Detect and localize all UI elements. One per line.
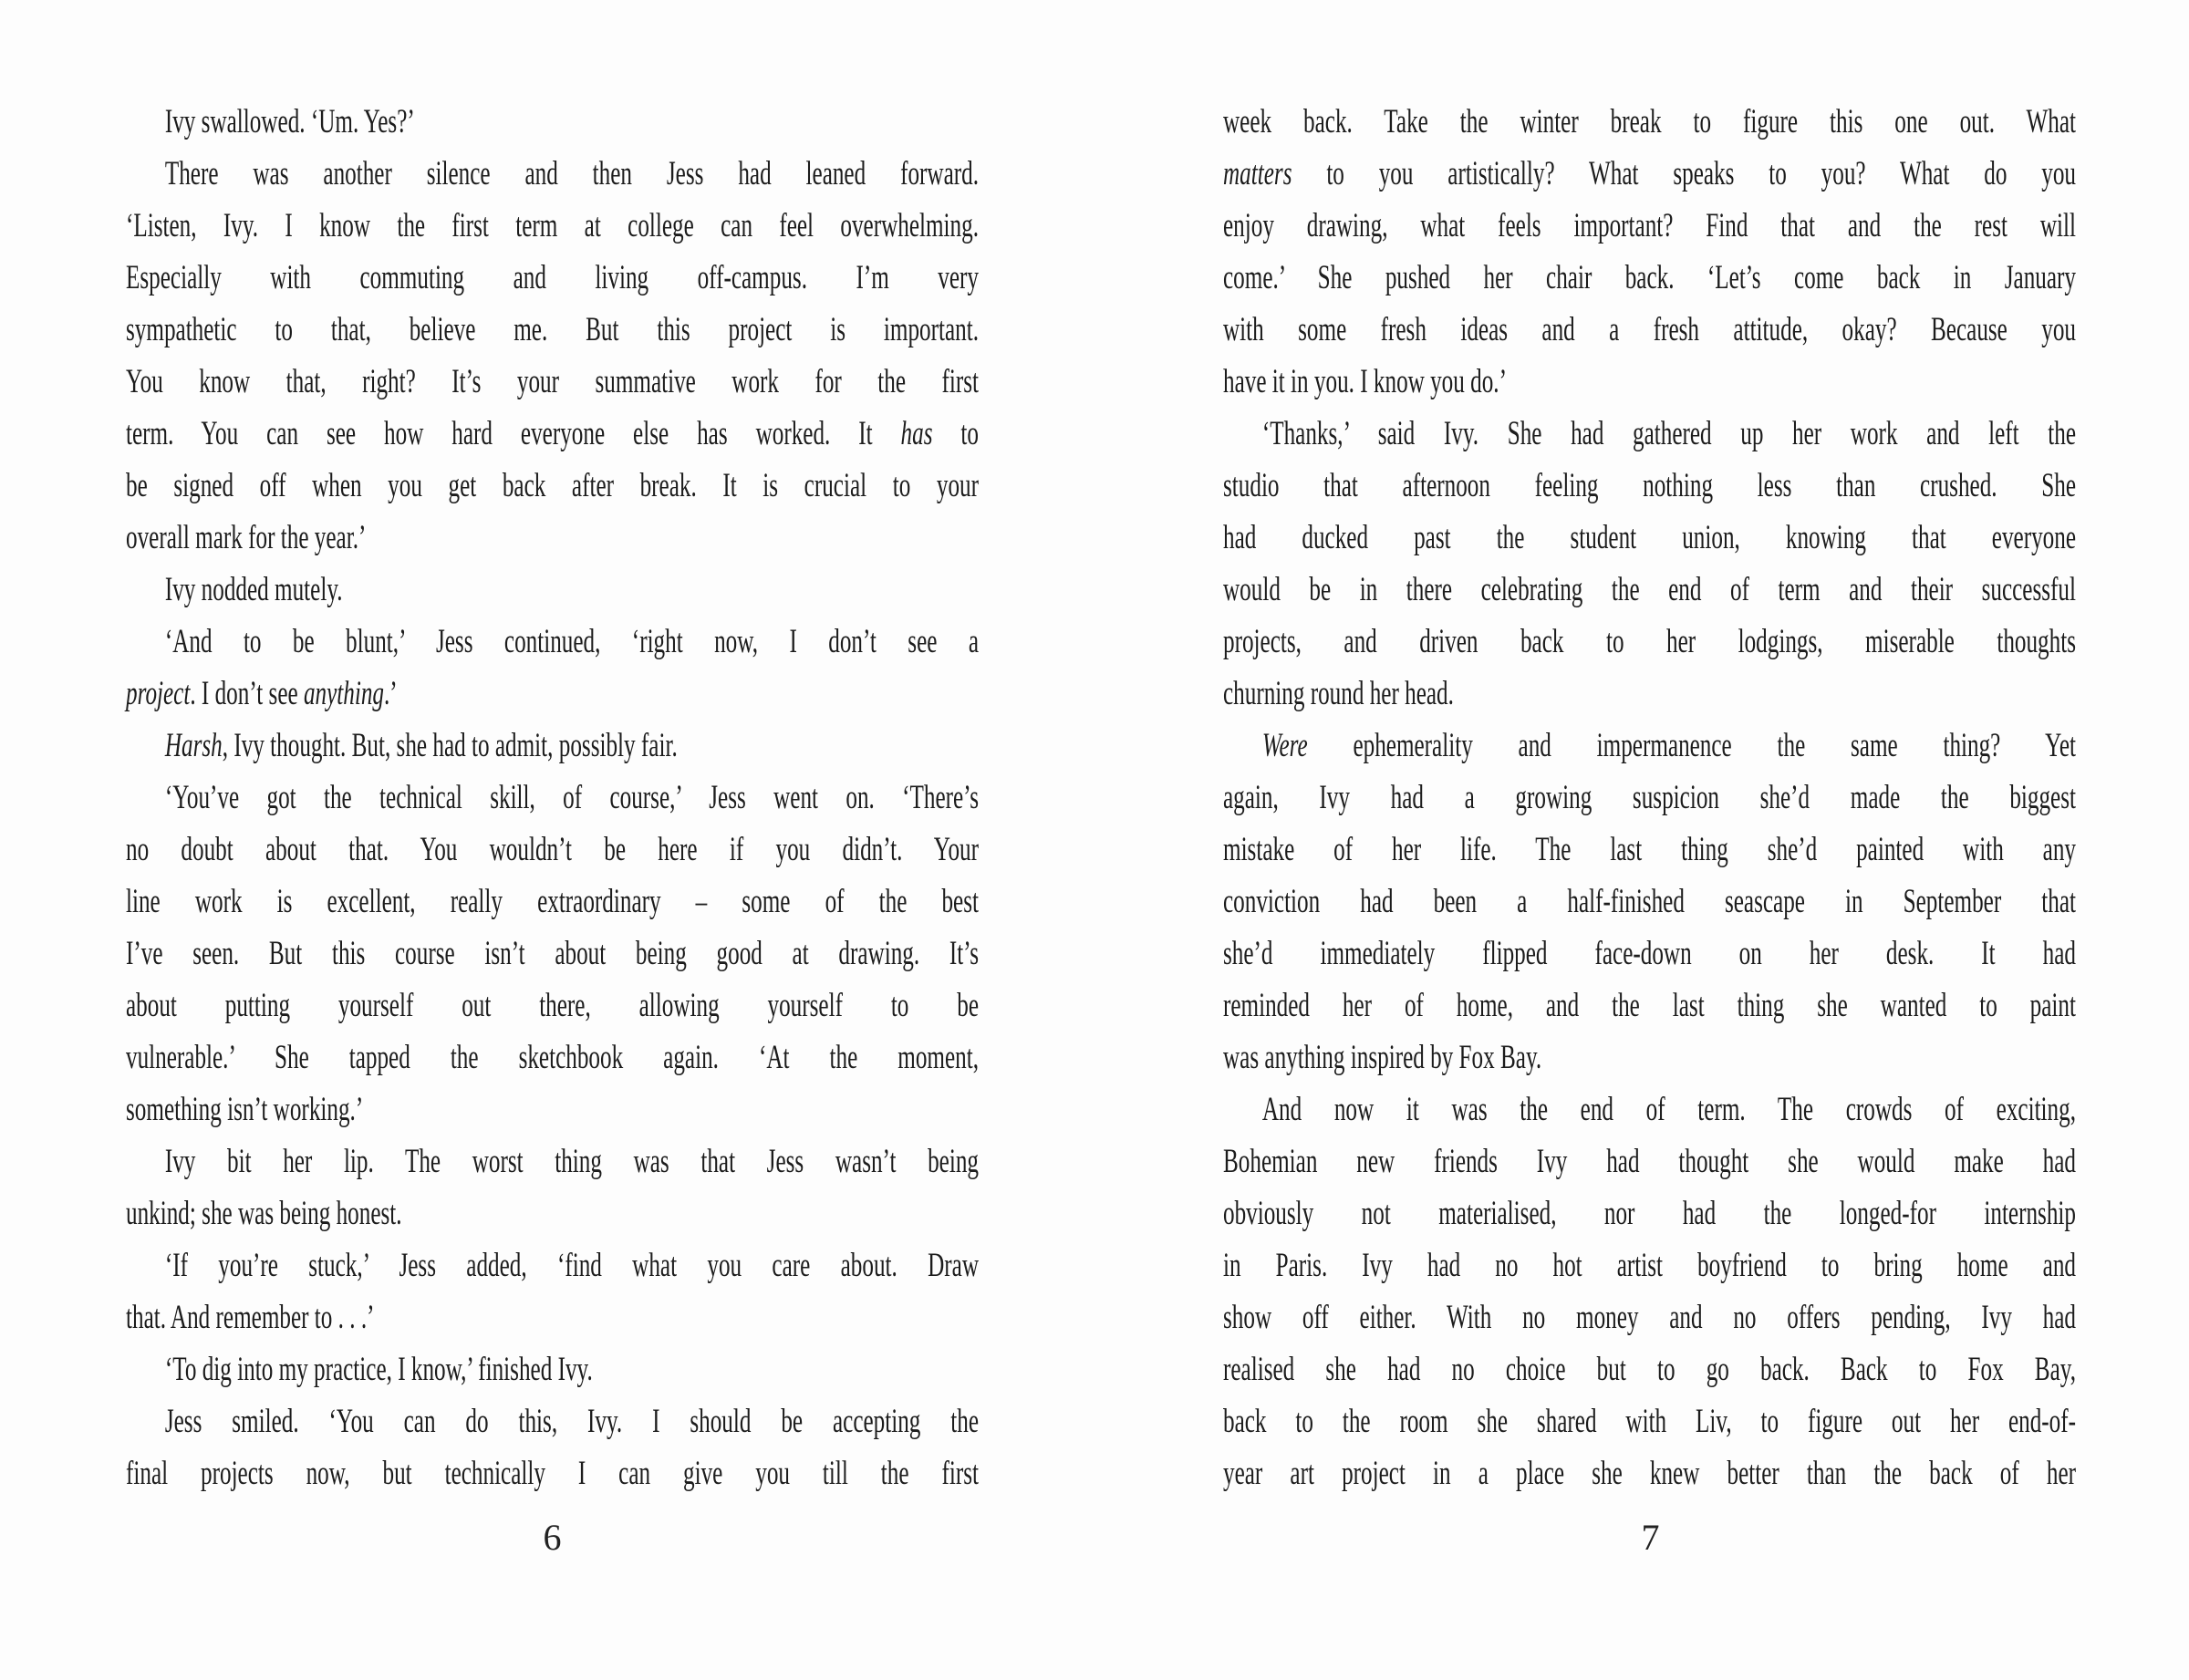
text-run: had ducked past the student union, knowing that everyone <box>1223 519 2076 556</box>
text-line <box>1223 1084 2076 1136</box>
text-line <box>126 824 979 876</box>
text-line <box>126 876 979 928</box>
text-run: ephemerality and impermanence the same thing? Yet <box>1307 727 2076 764</box>
text-run: final projects now, but technically I can give you till the first <box>126 1455 979 1492</box>
text-line <box>126 1447 979 1499</box>
text-line <box>126 668 979 720</box>
text-run: I’ve seen. But this course isn’t about being good at drawing. It’s <box>126 935 979 972</box>
text-run: term. You can see how hard everyone else has worked. It <box>126 415 901 452</box>
text-run: ‘You’ve got the technical skill, of course,’ Jess went on. ‘There’s <box>164 779 980 816</box>
text-run: in Paris. Ivy had no hot artist boyfriend to bring home and <box>1223 1247 2076 1284</box>
text-line <box>126 148 979 200</box>
text-line <box>126 928 979 980</box>
text-run: again, Ivy had a growing suspicion she’d made the biggest <box>1223 779 2076 816</box>
text-run: churning round her head. <box>1223 675 1454 712</box>
text-run: back to the room she shared with Liv, to figure out her end-of- <box>1223 1403 2076 1440</box>
page-7 <box>1223 96 2078 1499</box>
text-line <box>126 980 979 1032</box>
text-line <box>126 720 979 772</box>
text-run: be signed off when you get back after break. It is crucial to your <box>126 467 979 504</box>
text-run: .’ <box>383 675 398 712</box>
italic-text-run: anything <box>303 675 384 712</box>
text-line <box>1223 772 2076 824</box>
page-6 <box>126 96 979 1499</box>
text-run: show off either. With no money and no offers pending, Ivy had <box>1223 1299 2076 1336</box>
text-line <box>1223 928 2076 980</box>
text-line <box>1223 460 2076 512</box>
text-run: Jess smiled. ‘You can do this, Ivy. I should be accepting the <box>164 1403 980 1440</box>
text-run: week back. Take the winter break to figure this one out. What <box>1223 103 2076 140</box>
text-run: to you artistically? What speaks to you? What do you <box>1292 155 2076 192</box>
text-line <box>1223 824 2076 876</box>
text-line <box>126 356 979 408</box>
text-run: was anything inspired by Fox Bay. <box>1223 1039 1542 1076</box>
text-line <box>1223 1343 2076 1395</box>
text-line <box>126 1291 979 1343</box>
text-run: mistake of her life. The last thing she’d painted with any <box>1223 831 2076 868</box>
text-run: ‘Thanks,’ said Ivy. She had gathered up her work and left the <box>1261 415 2076 452</box>
text-line <box>126 616 979 668</box>
text-run: There was another silence and then Jess had leaned forward. <box>164 155 980 192</box>
text-run: And now it was the end of term. The crowds of exciting, <box>1261 1091 2076 1128</box>
text-line <box>1223 408 2076 460</box>
text-line <box>1223 1136 2076 1187</box>
text-line <box>126 1032 979 1084</box>
text-line <box>126 96 979 148</box>
text-line <box>126 200 979 252</box>
text-line <box>1223 616 2076 668</box>
page-number-left: 6 <box>543 1517 562 1558</box>
text-run: with some fresh ideas and a fresh attitude, okay? Because you <box>1223 311 2076 348</box>
text-run: ‘And to be blunt,’ Jess continued, ‘right now, I don’t see a <box>164 623 980 660</box>
text-line <box>126 512 979 564</box>
text-line <box>1223 1239 2076 1291</box>
italic-text-run: has <box>900 415 933 452</box>
text-line <box>126 1239 979 1291</box>
text-run: unkind; she was being honest. <box>126 1195 402 1232</box>
text-run: about putting yourself out there, allowing yourself to be <box>126 987 979 1024</box>
text-line <box>126 1187 979 1239</box>
text-run: obviously not materialised, nor had the longed-for internship <box>1223 1195 2076 1232</box>
text-run: Bohemian new friends Ivy had thought she would make had <box>1223 1143 2076 1180</box>
text-line <box>126 1136 979 1187</box>
text-run: that. And remember to . . .’ <box>126 1299 375 1336</box>
text-run: conviction had been a half-finished seascape in September that <box>1223 883 2076 920</box>
text-run: . I don’t see <box>190 675 304 712</box>
text-run: to <box>932 415 979 452</box>
text-line <box>1223 512 2076 564</box>
text-line <box>1223 356 2076 408</box>
text-line <box>126 1084 979 1136</box>
text-run: reminded her of home, and the last thing she wanted to paint <box>1223 987 2076 1024</box>
page-number-right: 7 <box>1641 1517 1660 1558</box>
text-line <box>1223 1395 2076 1447</box>
text-run: would be in there celebrating the end of term and their successful <box>1223 571 2076 608</box>
text-run: , Ivy thought. But, she had to admit, possibly fair. <box>222 727 678 764</box>
text-run: year art project in a place she knew better than the back of her <box>1223 1455 2076 1492</box>
text-line <box>126 1343 979 1395</box>
text-run: overall mark for the year.’ <box>126 519 367 556</box>
text-run: vulnerable.’ She tapped the sketchbook again. ‘At the moment, <box>126 1039 979 1076</box>
text-line <box>126 408 979 460</box>
text-line <box>1223 252 2076 304</box>
text-line <box>126 460 979 512</box>
text-line <box>1223 668 2076 720</box>
text-line <box>1223 720 2076 772</box>
text-run: ‘If you’re stuck,’ Jess added, ‘find what you care about. Draw <box>164 1247 980 1284</box>
text-line <box>1223 304 2076 356</box>
text-run: enjoy drawing, what feels important? Find that and the rest will <box>1223 207 2076 244</box>
text-line <box>1223 200 2076 252</box>
text-run: Ivy swallowed. ‘Um. Yes?’ <box>164 103 415 140</box>
text-line <box>126 252 979 304</box>
text-run: line work is excellent, really extraordinary – some of the best <box>126 883 979 920</box>
text-line <box>1223 1032 2076 1084</box>
text-run: have it in you. I know you do.’ <box>1223 363 1507 400</box>
text-run: projects, and driven back to her lodgings, miserable thoughts <box>1223 623 2076 660</box>
text-run: something isn’t working.’ <box>126 1091 364 1128</box>
page-6-text <box>126 96 979 1499</box>
text-run: Ivy nodded mutely. <box>164 571 343 608</box>
text-line <box>1223 148 2076 200</box>
text-run: Ivy bit her lip. The worst thing was that Jess wasn’t being <box>164 1143 980 1180</box>
italic-text-run: project <box>126 675 191 712</box>
page-7-text <box>1223 96 2076 1499</box>
text-line <box>1223 96 2076 148</box>
text-run: realised she had no choice but to go back. Back to Fox Bay, <box>1223 1351 2076 1388</box>
text-line <box>1223 876 2076 928</box>
text-line <box>126 564 979 616</box>
text-run: ‘To dig into my practice, I know,’ finished Ivy. <box>164 1351 593 1388</box>
italic-text-run: Harsh <box>164 727 223 764</box>
text-run: ‘Listen, Ivy. I know the first term at college can feel overwhelming. <box>126 207 979 244</box>
text-run: sympathetic to that, believe me. But this project is important. <box>126 311 979 348</box>
text-run: You know that, right? It’s your summative work for the first <box>126 363 979 400</box>
text-line <box>1223 1291 2076 1343</box>
italic-text-run: matters <box>1223 155 1292 192</box>
text-line <box>126 304 979 356</box>
text-line <box>1223 1447 2076 1499</box>
text-line <box>126 772 979 824</box>
text-line <box>1223 1187 2076 1239</box>
text-run: studio that afternoon feeling nothing less than crushed. She <box>1223 467 2076 504</box>
text-line <box>1223 564 2076 616</box>
italic-text-run: Were <box>1261 727 1308 764</box>
text-run: she’d immediately flipped face-down on her desk. It had <box>1223 935 2076 972</box>
text-line <box>126 1395 979 1447</box>
text-run: Especially with commuting and living off-campus. I’m very <box>126 259 979 296</box>
text-run: no doubt about that. You wouldn’t be here if you didn’t. Your <box>126 831 979 868</box>
text-line <box>1223 980 2076 1032</box>
text-run: come.’ She pushed her chair back. ‘Let’s come back in January <box>1223 259 2076 296</box>
